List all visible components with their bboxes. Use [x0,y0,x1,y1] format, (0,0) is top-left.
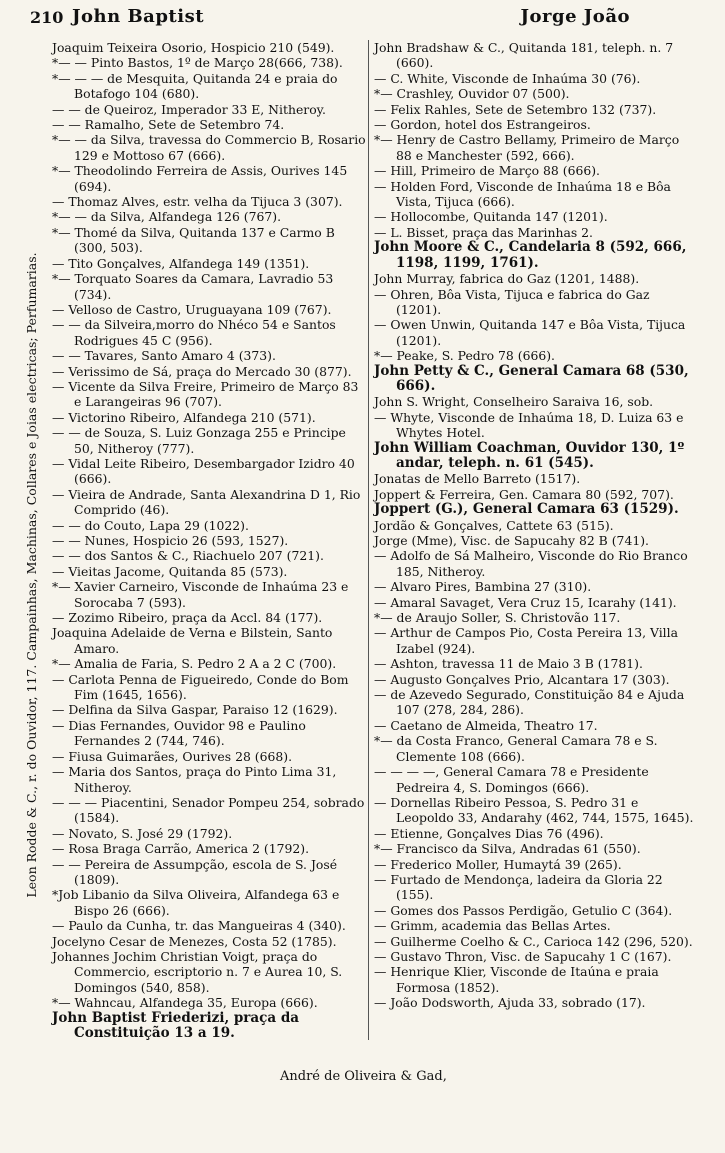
directory-entry: — Novato, S. José 29 (1792). [52,825,233,841]
directory-entry: *— Henry de Castro Bellamy, Primeiro de Março 88 e Manchester (592, 666). [374,132,680,163]
directory-entry: — Vieira de Andrade, Santa Alexandrina D 1, Rio Comprido (46). [52,486,361,518]
directory-entry: — Frederico Moller, Humaytá 39 (265). [374,856,622,872]
directory-entry: — Hollocombe, Quitanda 147 (1201). [374,209,608,225]
directory-entry: Jocelyno Cesar de Menezes, Costa 52 (1785). [52,933,337,949]
spine-text: Leon Rodde & C., r. do Ouvidor, 117. Campainhas, Machinas, Collares e Joias electricas; Perfumarias. [24,252,39,898]
directory-entry: — Velloso de Castro, Uruguayana 109 (767). [52,301,332,317]
page-footer: André de Oliveira & Gad, [280,1069,447,1084]
directory-entry: *— — da Silva, travessa do Commercio B, Rosario 129 e Mottoso 67 (666). [52,132,366,163]
directory-entry: — Arthur de Campos Pio, Costa Pereira 13, Villa Izabel (924). [374,625,678,656]
directory-entry: *— de Araujo Soller, S. Christovão 117. [374,610,621,626]
page-number: 210 [30,8,64,27]
directory-entry: Jorge (Mme), Visc. de Sapucahy 82 B (741). [374,533,649,548]
directory-entry: — Gustavo Thron, Visc. de Sapucahy 1 C (167). [374,948,672,964]
directory-entry: *— Wahncau, Alfandega 35, Europa (666). [52,995,318,1011]
directory-entry: *— — — de Mesquita, Quitanda 24 e praia do Botafogo 104 (680). [52,70,338,102]
directory-entry: — Dornellas Ribeiro Pessoa, S. Pedro 31 e Leopoldo 33, Andarahy (462, 744, 1575, 1645). [374,794,694,826]
directory-entry: — — Tavares, Santo Amaro 4 (373). [52,348,276,364]
directory-entry: John Bradshaw & C., Quitanda 181, teleph. n. 7 (660). [374,40,674,71]
left-column [52,40,366,1041]
header-right-keyword: Jorge João [520,6,630,27]
directory-entry: — — dos Santos & C., Riachuelo 207 (721). [52,548,324,564]
header-left-keyword: John Baptist [72,6,205,27]
directory-entry: — — — —, General Camara 78 e Presidente Pedreira 4, S. Domingos (666). [374,764,649,795]
directory-entry: — Furtado de Mendonça, ladeira da Gloria 22 (155). [374,871,663,903]
directory-entry: — João Dodsworth, Ajuda 33, sobrado (17). [374,995,646,1011]
directory-entry: *— — da Silva, Alfandega 126 (767). [52,209,282,225]
directory-entry: — — da Silveira,morro do Nhéco 54 e Santos Rodrigues 45 C (956). [52,317,336,348]
directory-entry: Jordão & Gonçalves, Cattete 63 (515). [374,517,614,533]
directory-entry: — Augusto Gonçalves Prio, Alcantara 17 (303). [374,671,670,687]
directory-entry: Johannes Jochim Christian Voigt, praça do Commercio, escriptorio n. 7 e Aurea 10, S. Domingos (540, 858). [52,948,343,995]
directory-entry: — — Nunes, Hospicio 26 (593, 1527). [52,533,289,548]
directory-entry: Joppert (G.), General Camara 63 (1529). [374,501,679,518]
directory-entry: *— — Pinto Bastos, 1º de Março 28(666, 738). [52,55,343,71]
directory-entry: *— Amalia de Faria, S. Pedro 2 A a 2 C (700). [52,656,337,672]
directory-entry: — Thomaz Alves, estr. velha da Tijuca 3 (307). [52,194,343,210]
directory-entry: — Owen Unwin, Quitanda 147 e Bôa Vista, Tijuca (1201). [374,317,686,348]
directory-entry: *— Theodolindo Ferreira de Assis, Ourives 145 (694). [52,163,348,194]
directory-entry: John S. Wright, Conselheiro Saraiva 16, sob. [374,394,654,410]
directory-entry: Jonatas de Mello Barreto (1517). [374,471,581,487]
directory-entry: — Vieitas Jacome, Quitanda 85 (573). [52,563,288,579]
directory-entry: — — de Souza, S. Luiz Gonzaga 255 e Principe 50, Nitheroy (777). [52,425,346,456]
directory-entry: — Victorino Ribeiro, Alfandega 210 (571). [52,409,316,425]
directory-entry: — Maria dos Santos, praça do Pinto Lima 31, Nitheroy. [52,764,337,795]
directory-entry: — Gomes dos Passos Perdigão, Getulio C (364). [374,902,673,918]
spine-advertisement [22,160,42,990]
directory-entry: — Zozimo Ribeiro, praça da Accl. 84 (177). [52,610,323,626]
directory-entry: — — de Queiroz, Imperador 33 E, Nitheroy. [52,101,326,117]
column-divider [368,40,369,1040]
directory-entry: John Murray, fabrica do Gaz (1201, 1488). [374,271,640,287]
directory-entry: — de Azevedo Segurado, Constituição 84 e Ajuda 107 (278, 284, 286). [374,687,685,718]
directory-entry: — L. Bisset, praça das Marinhas 2. [374,224,593,240]
directory-entry: *— Xavier Carneiro, Visconde de Inhaúma 23 e Sorocaba 7 (593). [52,579,349,610]
directory-entry: — Rosa Braga Carrão, America 2 (1792). [52,841,310,857]
directory-entry: — Carlota Penna de Figueiredo, Conde do Bom Fim (1645, 1656). [52,671,349,703]
directory-entry: *— Francisco da Silva, Andradas 61 (550). [374,841,641,857]
directory-entry: *Job Libanio da Silva Oliveira, Alfandega 63 e Bispo 26 (666). [52,887,340,918]
directory-entry: — Amaral Savaget, Vera Cruz 15, Icarahy (141). [374,594,677,610]
directory-entry: — Ohren, Bôa Vista, Tijuca e fabrica do Gaz (1201). [374,286,650,317]
directory-entry: — Fiusa Guimarães, Ourives 28 (668). [52,748,293,764]
directory-entry: — Felix Rahles, Sete de Setembro 132 (737). [374,101,657,117]
directory-entry: *— Torquato Soares da Camara, Lavradio 53 (734). [52,271,334,302]
directory-entry: John Petty & C., General Camara 68 (530, 666). [374,362,689,394]
directory-entry: — C. White, Visconde de Inhaúma 30 (76). [374,70,641,86]
directory-entry: — — Ramalho, Sete de Setembro 74. [52,117,285,133]
directory-entry: — Holden Ford, Visconde de Inhaúma 18 e Bôa Vista, Tijuca (666). [374,178,671,210]
directory-entry: — — do Couto, Lapa 29 (1022). [52,517,249,533]
directory-entry: — Paulo da Cunha, tr. das Mangueiras 4 (340). [52,918,346,934]
directory-entry: — — — Piacentini, Senador Pompeu 254, sobrado (1584). [52,794,365,826]
directory-entry: — Guilherme Coelho & C., Carioca 142 (296, 520). [374,933,693,949]
directory-entry: — Adolfo de Sá Malheiro, Visconde do Rio Branco 185, Nitheroy. [374,548,688,579]
directory-entry: John William Coachman, Ouvidor 130, 1º andar, teleph. n. 61 (545). [374,439,685,471]
directory-entry: — Gordon, hotel dos Estrangeiros. [374,117,591,133]
page-header [0,6,725,32]
directory-entry: *— Crashley, Ouvidor 07 (500). [374,86,570,102]
directory-entry: — Grimm, academia das Bellas Artes. [374,918,611,934]
directory-entry: *— Peake, S. Pedro 78 (666). [374,348,555,364]
directory-entry: *— da Costa Franco, General Camara 78 e S. Clemente 108 (666). [374,733,658,764]
directory-entry: — Verissimo de Sá, praça do Mercado 30 (877). [52,363,352,379]
directory-entry: *— Thomé da Silva, Quitanda 137 e Carmo B (300, 503). [52,224,335,256]
directory-entry: — Vicente da Silva Freire, Primeiro de Março 83 e Larangeiras 96 (707). [52,378,359,410]
directory-entry: Joaquim Teixeira Osorio, Hospicio 210 (549). [52,40,335,55]
directory-entry: — Alvaro Pires, Bambina 27 (310). [374,579,592,595]
directory-entry: — — Pereira de Assumpção, escola de S. José (1809). [52,856,338,887]
directory-entry: Joaquina Adelaide de Verna e Bilstein, Santo Amaro. [52,625,333,656]
directory-entry: — Dias Fernandes, Ouvidor 98 e Paulino Fernandes 2 (744, 746). [52,717,306,749]
directory-entry: — Tito Gonçalves, Alfandega 149 (1351). [52,255,310,271]
directory-entry: — Henrique Klier, Visconde de Itaúna e praia Formosa (1852). [374,964,659,995]
directory-entry: — Ashton, travessa 11 de Maio 3 B (1781). [374,656,643,672]
right-column [374,40,696,1011]
directory-entry: — Hill, Primeiro de Março 88 (666). [374,163,600,179]
directory-entry: John Moore & C., Candelaria 8 (592, 666, 1198, 1199, 1761). [374,239,687,271]
directory-entry: John Baptist Friederizi, praça da Constituição 13 a 19. [52,1009,300,1041]
directory-entry: Joppert & Ferreira, Gen. Camara 80 (592, 707). [374,486,674,502]
directory-entry: — Etienne, Gonçalves Dias 76 (496). [374,825,604,841]
directory-entry: — Caetano de Almeida, Theatro 17. [374,717,598,733]
directory-entry: — Whyte, Visconde de Inhaúma 18, D. Luiza 63 e Whytes Hotel. [374,409,684,441]
directory-entry: — Vidal Leite Ribeiro, Desembargador Izidro 40 (666). [52,455,355,487]
directory-entry: — Delfina da Silva Gaspar, Paraiso 12 (1629). [52,702,338,718]
